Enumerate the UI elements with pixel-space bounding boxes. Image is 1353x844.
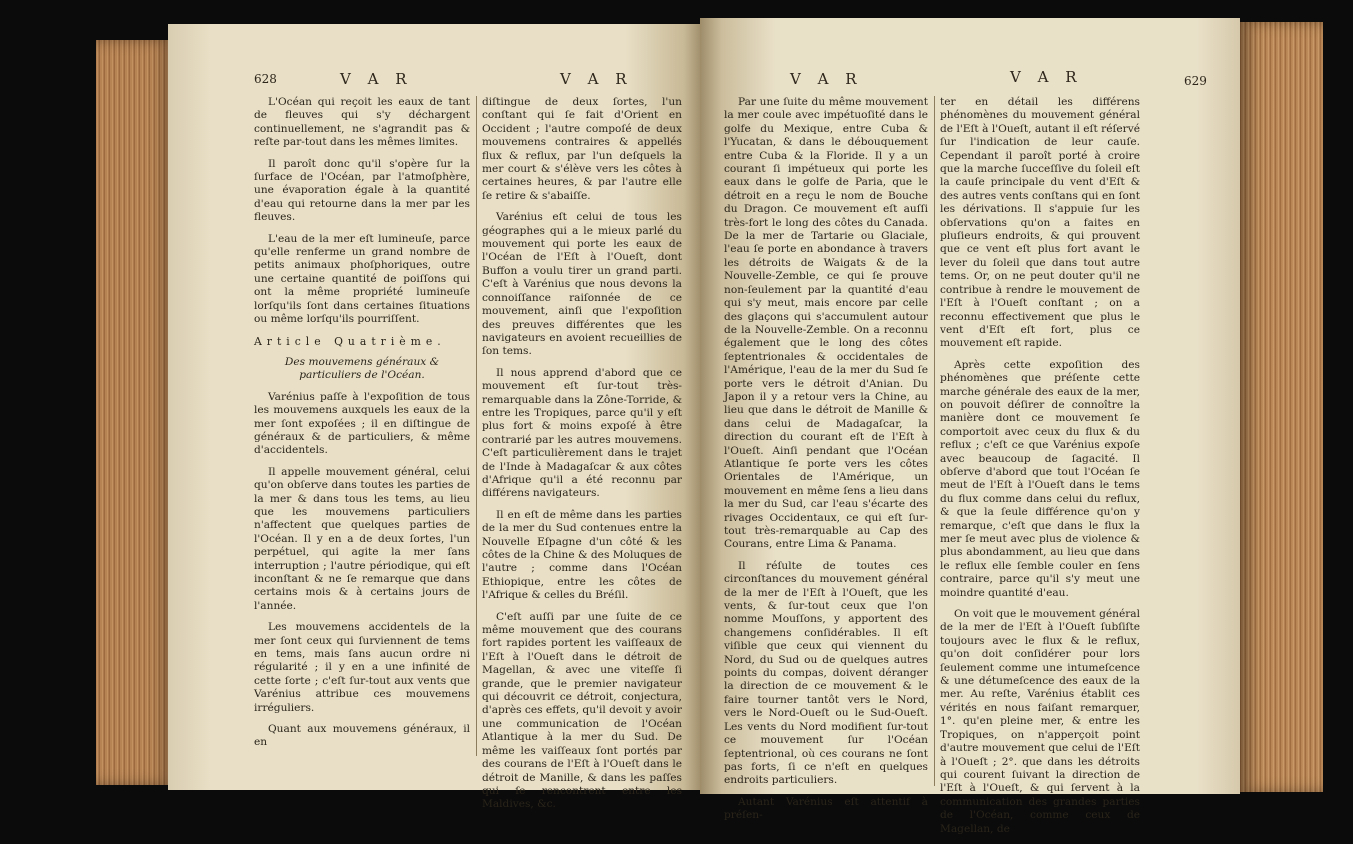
running-head-left-1: V A R bbox=[340, 70, 413, 88]
paragraph: Varénius eſt celui de tous les géographes qui a le mieux parlé du mouvement qui porte les eaux de l'Océan de l'Eſt à l'Oueſt, dont Buffon a voulu tirer un grand parti. C'eſt à Varénius que nous devons la connoiſſance raiſonnée de ce mouvement, ainſi que l'expoſition des preuves différentes que les navigateurs en avoient recueillies de ſon tems. bbox=[482, 211, 682, 358]
paragraph: Il réſulte de toutes ces circonſtances du mouvement général de la mer de l'Eſt à l'Oueſt, que les vents, & ſur-tout ceux que l'on nomme Mouſſons, y apportent des changemens conſidérables. Il eſt viſible que ceux qui viennent du Nord, du Sud ou de quelques autres points du compas, doivent déranger la direction de ce mouvement & le faire tourner tantôt vers le Nord, vers le Nord-Oueſt ou le Sud-Oueſt. Les vents du Nord modifient ſur-tout ce mouvement ſur l'Océan ſeptentrional, où ces courans ne ſont pas forts, ſi ce n'eſt en quelques endroits particuliers. bbox=[724, 559, 928, 787]
right-page bbox=[700, 18, 1240, 835]
paragraph: Varénius paſſe à l'expoſition de tous les mouvemens auxquels les eaux de la mer ſont expoſées ; il en diſtingue de généraux & de particuliers, & même d'accidentels. bbox=[254, 390, 470, 457]
paragraph: Il en eſt de même dans les parties de la mer du Sud contenues entre la Nouvelle Eſpagne d'un côté & les côtes de la Chine & des Moluques de l'autre ; comme dans l'Océan Ethiopique, entre les côtes de l'Afrique & celles du Bréſil. bbox=[482, 508, 682, 602]
running-head-right-1: V A R bbox=[790, 70, 863, 88]
running-head-left-2: V A R bbox=[560, 70, 633, 88]
paragraph: Les mouvemens accidentels de la mer ſont ceux qui ſurviennent de tems en tems, mais ſans aucun ordre ni régularité ; il y en a une infinité de cette ſorte ; c'eſt ſur-tout aux vents que Varénius attribue ces mouvemens irréguliers. bbox=[254, 621, 470, 714]
paragraph: C'eſt auſſi par une ſuite de ce même mouvement que des courans fort rapides portent les vaiſſeaux de l'Eſt à l'Oueſt dans le détroit de Magellan, & avec une viteſſe ſi grande, que le premier navigateur qui découvrit ce détroit, conjectura, d'après ces effets, qu'il devoit y avoir une communication de l'Océan Atlantique à la mer du Sud. De même les vaiſſeaux ſont portés par des courans de l'Eſt à l'Oueſt dans le détroit de Manille, & dans les paſſes qui ſe rencontrent entre les Maldives, &c. bbox=[482, 610, 682, 811]
paragraph: diſtingue de deux ſortes, l'un conſtant qui ſe fait d'Orient en Occident ; l'autre compoſé de deux mouvemens contraires & appellés flux & reflux, par l'un deſquels la mer court & s'élève vers les côtes à certaines heures, & par l'autre elle ſe retire & s'abaiſſe. bbox=[482, 96, 682, 202]
paragraph: Il paroît donc qu'il s'opère ſur la ſurface de l'Océan, par l'atmoſphère, une évaporation égale à la quantité d'eau qui retourne dans la mer par les fleuves. bbox=[254, 157, 470, 224]
section-subtitle: Des mouvemens généraux & particuliers de l'Océan. bbox=[284, 355, 440, 382]
column-rule bbox=[934, 96, 935, 786]
page-edges-right bbox=[1237, 22, 1323, 792]
column-1 bbox=[254, 96, 470, 758]
article-heading: Article Quatrième. bbox=[254, 334, 446, 348]
folio-left: 628 bbox=[254, 72, 277, 86]
paragraph: L'eau de la mer eſt lumineuſe, parce qu'elle renferme un grand nombre de petits animaux phoſphoriques, outre une certaine quantité de poiſſons qui ont la même propriété lumineuſe lorſqu'ils ſont dans certaines ſituations ou même lorſqu'ils pourriſſent. bbox=[254, 232, 470, 326]
running-head-right-2: V A R bbox=[1010, 68, 1083, 86]
paragraph: Il nous apprend d'abord que ce mouvement eſt ſur-tout très-remarquable dans la Zône-Torride, & entre les Tropiques, parce qu'il y eſt plus fort & moins expoſé à être contrarié par les autres mouvemens. C'eſt particulièrement dans le trajet de l'Inde à Madagaſcar & aux côtes d'Afrique qu'il a été reconnu par différens navigateurs. bbox=[482, 366, 682, 500]
folio-right: 629 bbox=[1184, 74, 1207, 88]
paragraph: ter en détail les différens phénomènes du mouvement général de l'Eſt à l'Oueſt, autant il eſt réſervé ſur l'indication de leur cauſe. Cependant il paroît porté à croire que la marche ſucceſſive du ſoleil eſt la cauſe principale du vent d'Eſt & des autres vents conſtans qui en ſont les dérivations. Il s'appuie ſur les obſervations qu'on a faites en pluſieurs endroits, & qui prouvent que ce vent eſt plus fort avant le lever du ſoleil que dans tout autre tems. Or, on ne peut douter qu'il ne contribue à rendre le mouvement de l'Eſt à l'Oueſt conſtant ; on a reconnu effectivement que plus le vent d'Eſt eſt fort, plus ce mouvement eſt rapide. bbox=[940, 96, 1140, 350]
column-rule bbox=[476, 96, 477, 756]
column-2 bbox=[482, 96, 682, 820]
paragraph: L'Océan qui reçoit les eaux de tant de fleuves qui s'y déchargent continuellement, ne s'agrandit pas & reſte par-tout dans les mêmes limites. bbox=[254, 96, 470, 149]
paragraph: Après cette expoſition des phénomènes que préſente cette marche générale des eaux de la mer, on pouvoit déſirer de connoître la manière dont ce mouvement ſe comportoit avec ceux du flux & du reflux ; c'eſt ce que Varénius expoſe avec beaucoup de ſagacité. Il obſerve d'abord que tout l'Océan ſe meut de l'Eſt à l'Oueſt dans le tems du flux comme dans celui du reflux, & que la ſeule différence qu'on y remarque, c'eſt que dans le flux la mer ſe meut avec plus de violence & plus abondamment, au lieu que dans le reflux elle ſemble couler en ſens contraire, parce qu'il s'y meut une moindre quantité d'eau. bbox=[940, 358, 1140, 599]
paragraph: Par une ſuite du même mouvement la mer coule avec impétuoſité dans le golfe du Mexique, entre Cuba & l'Yucatan, & dans le débouquement entre Cuba & la Floride. Il y a un courant ſi impétueux qui porte les eaux dans le golfe de Paria, que le détroit en a reçu le nom de Bouche du Dragon. Ce mouvement eſt auſſi très-fort le long des côtes du Canada. De la mer de Tartarie ou Glaciale, l'eau ſe porte en abondance à travers les détroits de Waigats & de la Nouvelle-Zemble, ce qui ſe prouve non-ſeulement par la quantité d'eau qui s'y meut, mais encore par celle des glaçons qui s'accumulent autour de la Nouvelle-Zemble. On a reconnu également que le long des côtes ſeptentrionales & occidentales de l'Amérique, l'eau de la mer du Sud ſe porte vers le détroit d'Anian. Du Japon il y a retour vers la Chine, au lieu que dans le détroit de Manille & dans celui de Madagaſcar, la direction du courant eſt de l'Eſt à l'Oueſt. Ainſi pendant que l'Océan Atlantique ſe porte vers les côtes Orientales de l'Amérique, un mouvement en même ſens a lieu dans la mer du Sud, car l'eau s'écarte des rivages Occidentaux, ce qui eſt ſur-tout très-remarquable au Cap des Courans, entre Lima & Panama. bbox=[724, 96, 928, 551]
left-page bbox=[168, 24, 700, 811]
paragraph: Quant aux mouvemens généraux, il en bbox=[254, 723, 470, 749]
column-4 bbox=[940, 96, 1140, 844]
column-3 bbox=[724, 96, 928, 831]
paragraph: Autant Varénius eſt attentif à préſen- bbox=[724, 795, 928, 822]
paragraph: On voit que le mouvement général de la mer de l'Eſt à l'Oueſt ſubſiſte toujours avec le flux & le reflux, qu'on doit conſidérer pour lors ſeulement comme une intumeſcence & une détumeſcence des eaux de la mer. Au reſte, Varénius établit ces vérités en nous faiſant remarquer, 1°. qu'en pleine mer, & entre les Tropiques, on n'apperçoit point d'autre mouvement que celui de l'Eſt à l'Oueſt ; 2°. que dans les détroits qui courent ſuivant la direction de l'Eſt à l'Oueſt, & qui ſervent à la communication des grandes parties de l'Océan, comme ceux de Magellan, de bbox=[940, 608, 1140, 835]
page-edges-left bbox=[96, 40, 174, 785]
paragraph: Il appelle mouvement général, celui qu'on obſerve dans toutes les parties de la mer & dans tous les tems, au lieu que les mouvemens particuliers n'affectent que quelques parties de l'Océan. Il y en a de deux ſortes, l'un perpétuel, qui agite la mer ſans interruption ; l'autre périodique, qui eſt inconſtant & ne ſe remarque que dans certains mois & à certains jours de l'année. bbox=[254, 465, 470, 612]
